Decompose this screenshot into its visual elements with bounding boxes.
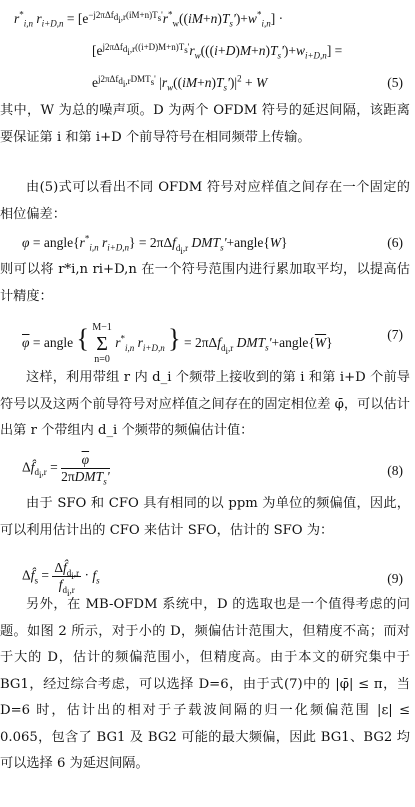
equation-5-line-3: $e^{j2\pi\Delta f_{d_i,r}DMT_s'}$ $|r_w((iM+n)T_s')|^2 + W$ (5) [0,70,415,96]
equation-9-number: (9) [387,571,403,586]
paragraph-2 [0,175,410,228]
equation-5-number: (5) [387,75,403,90]
equation-8-fraction: $\frac{\overline{\varphi}}{2\pi DMT_s'}$ [61,452,110,487]
paragraph-1 [0,98,410,151]
equation-5-line-1: $r^*_{i,n}$ $r_{i+D,n} = [e^{-j2\pi\Delta f_{d_i,r}(iM+n)T_s'}r^*_w((iM+n)T_s')+w^*_{i,n}]$ · [14,9,284,29]
paragraph-4-text: 这样，利用带组 r 内 d_i 个频带上接收到的第 i 和第 i+D 个前导符号以及这两个前导符号对应样值之间存在的固定相位差 φ̄，可以估计出第 r 个带组内 d_i 个频带的频偏估计值： [0,370,410,438]
paragraph-5-text: 由于 SFO 和 CFO 具有相同的以 ppm 为单位的频偏值，因此，可以利用估计出的 CFO 来估计 SFO，估计的 SFO 为： [0,496,410,538]
equation-6: $\varphi = angle\{r^*_{i,n}$ $r_{i+D,n}\} = 2\pi\Delta f_{d_i,r}$ $DMT_s'+angle\{W\}$ (6) [0,230,415,256]
paragraph-6-text: 另外，在 MB-OFDM 系统中，D 的选取也是一个值得考虑的问题。如图 2 所示，对于小的 D，频偏估计范围大，但精度不高；而对于大的 D，估计的频偏范围小，但精度高。由于本文的研究集中于 BG1，经过综合考虑，可以选择 D=6，由于式(7)中的 |φ̄| ≤ π，当 D=6 时，估计出的相对于子载波间隔的归一化频偏范围 |ε| ≤ 0.065，包含了 BG1 及 BG2 可能的最大频偏，因此 BG1、BG2 均可以选择 6 为延迟间隔。 [0,597,410,771]
equation-9: $\Delta f̂_s$ = $\frac{\Delta f̂_{d_i,r}}{f_{d_i,r}}$ · $f_s$ (9) [22,560,403,598]
equation-8: $\Delta f̂_{d_i,r}$ = $\frac{\overline{\varphi}}{2\pi DMT_s'}$ (8) [22,452,403,487]
paragraph-3-text: 则可以将 r*i,n ri+D,n 在一个符号范围内进行累加取平均，以提高估计精度： [0,262,410,304]
paragraph-6 [0,592,410,778]
equation-6-number: (6) [387,235,403,250]
paragraph-4 [0,365,410,445]
equation-8-number: (8) [387,463,403,478]
summation-sign: M−1 Σ n=0 [92,322,112,365]
equation-7: $\overline{\varphi}$ = angle { M−1 Σ n=0 $r^*_{i,n}$ $r_{i+D,n}$ } = 2πΔf$_{d_i,r}$ $DMT_s'+angle\{\overline{W}\}$ (7) [22,322,403,365]
equation-9-fraction: $\frac{\Delta f̂_{d_i,r}}{f_{d_i,r}}$ [54,560,80,598]
paragraph-5 [0,491,410,544]
equation-5-line-2: $[e^{j2\pi\Delta f_{d_i,r}((i+D)M+n)T_s'}r_w(((i+D)M+n)T_s')+w_{i+D,n}]$ = [92,41,343,61]
paragraph-3 [0,257,410,310]
paragraph-1-text: 其中，W 为总的噪声项。D 为两个 OFDM 符号的延迟间隔，该距离要保证第 i 和第 i+D 个前导符号在相同频带上传输。 [0,103,410,145]
paragraph-2-text: 由(5)式可以看出不同 OFDM 符号对应样值之间存在一个固定的相位偏差： [0,180,410,222]
equation-7-number: (7) [387,327,403,342]
